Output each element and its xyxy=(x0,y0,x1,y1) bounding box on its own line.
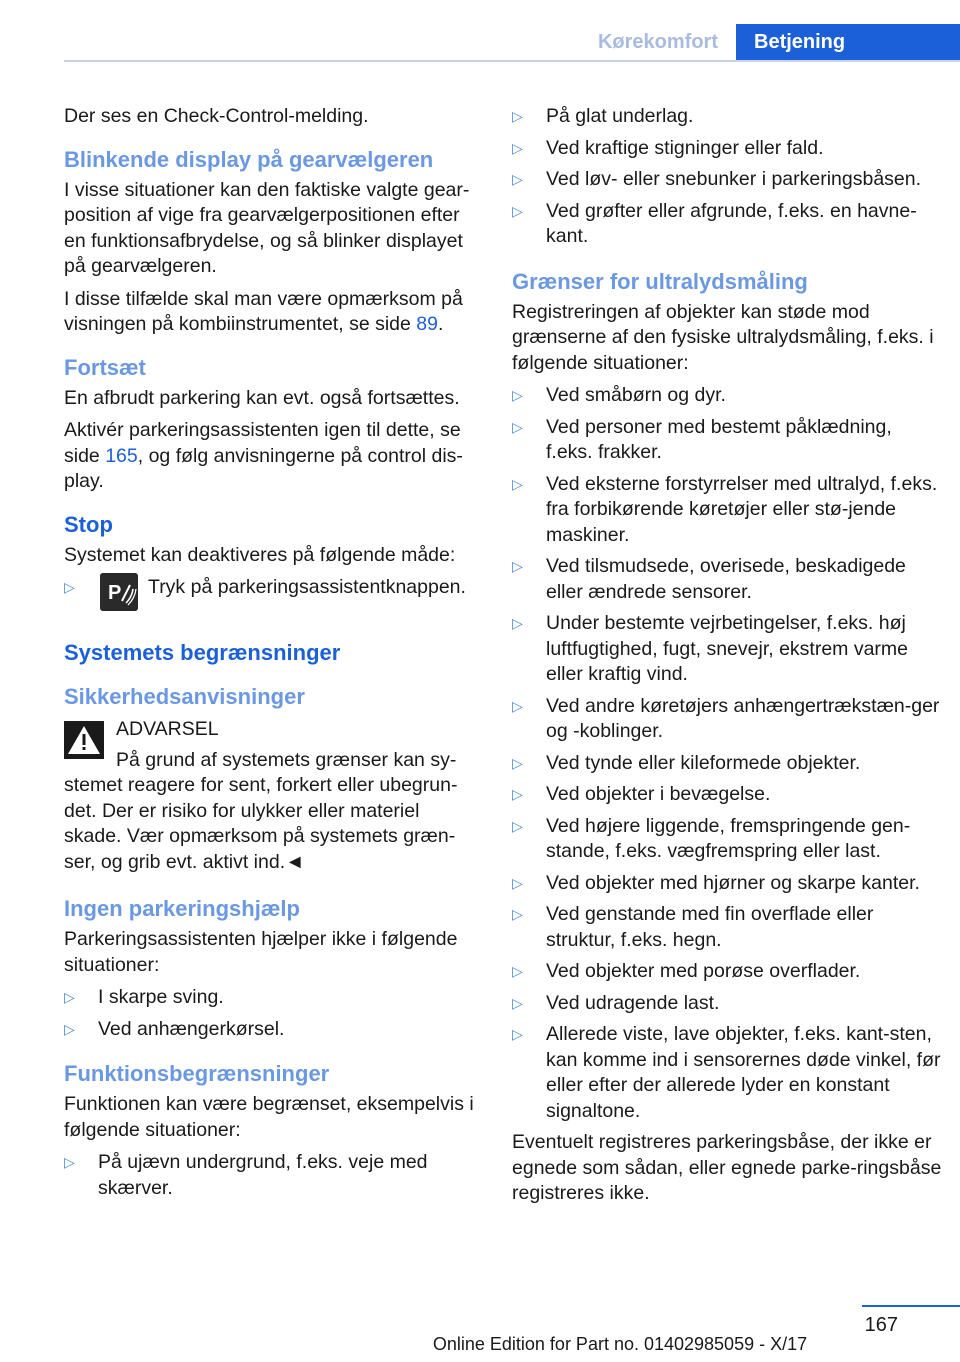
warning-block xyxy=(64,717,476,743)
page-number: 167 xyxy=(864,1314,898,1336)
blink-text-b: . xyxy=(437,313,444,335)
warning-triangle-icon xyxy=(64,721,104,759)
svg-text:P: P xyxy=(108,582,122,604)
bullet-icon: ▷ xyxy=(512,615,523,631)
blink-paragraph-1: I visse situationer kan den faktiske valgte gear-position af vige fra gearvælgerpositionen efter en funktionsafbrydelse, og så blinker displayet på gearvælgeren. xyxy=(64,178,470,277)
park-assist-button-icon xyxy=(100,573,138,611)
intro-text: Der ses en Check-Control-melding. xyxy=(64,105,369,127)
list-item-text: Ved højere liggende, fremspringende gen-stande, f.eks. vægfremspring eller last. xyxy=(546,814,911,862)
list-item xyxy=(512,415,942,466)
list-item xyxy=(512,472,942,549)
list-item xyxy=(64,1017,476,1043)
list-item xyxy=(64,985,476,1011)
stop-paragraph: Systemet kan deaktiveres på følgende måde: xyxy=(64,543,456,566)
blink-paragraph-2 xyxy=(64,287,476,338)
bullet-icon: ▷ xyxy=(64,1154,75,1170)
list-item-text: Ved grøfter eller afgrunde, f.eks. en havne-kant. xyxy=(546,199,917,247)
list-item xyxy=(512,167,942,193)
list-item-text: På glat underlag. xyxy=(546,105,694,127)
heading-blinkende-display: Blinkende display på gearvælgeren xyxy=(64,146,434,172)
heading-sikkerhedsanvisninger: Sikkerhedsanvisninger xyxy=(64,684,305,709)
list-item xyxy=(512,383,942,409)
page-link-165[interactable]: 165 xyxy=(105,444,138,467)
list-item-text: I skarpe sving. xyxy=(98,986,224,1008)
graenser-paragraph: Registreringen af objekter kan støde mod grænserne af den fysiske ultralydsmåling, f.eks. i følgende situationer: xyxy=(512,300,934,374)
list-item-text: Ved objekter med hjørner og skarpe kanter. xyxy=(546,871,920,894)
list-item-text: Ved objekter med porøse overflader. xyxy=(546,960,861,982)
list-item xyxy=(512,814,942,865)
bullet-icon: ▷ xyxy=(512,697,523,714)
bullet-icon: ▷ xyxy=(512,387,523,403)
left-column xyxy=(64,104,476,1207)
list-item xyxy=(512,554,942,605)
bullet-icon: ▷ xyxy=(512,108,523,124)
list-item xyxy=(512,199,942,250)
bullet-icon: ▷ xyxy=(512,171,523,187)
bullet-icon: ▷ xyxy=(512,994,523,1011)
bullet-icon: ▷ xyxy=(512,1026,523,1042)
list-item-text: Ved objekter i bevægelse. xyxy=(546,783,771,805)
bullet-icon: ▷ xyxy=(512,418,523,435)
list-item xyxy=(512,959,942,985)
page-number-rule xyxy=(862,1305,960,1307)
heading-funktionsbegraensninger: Funktionsbegrænsninger xyxy=(64,1061,330,1086)
header-tab-korekomfort[interactable]: Kørekomfort xyxy=(597,31,718,53)
list-item xyxy=(512,136,942,162)
fortsaet-text-a: Aktivér parkeringsassistenten igen til dette, se side xyxy=(64,419,461,467)
stop-list-item xyxy=(64,575,476,617)
heading-stop: Stop xyxy=(64,511,113,537)
blink-text-a: I disse tilfælde skal man være opmærksom på visningen på kombiinstrumentet, se side xyxy=(64,287,463,335)
header-tab-betjening[interactable]: Betjening xyxy=(736,24,960,60)
warning-text: På grund af systemets grænser kan sy-stemet reagere for sent, forkert eller ubegrun-det. Der er risiko for ulykker eller materiel skade. Vær opmærksom på systemets græn-ser, og grib evt. aktivt ind.◄ xyxy=(64,748,458,873)
list-item-text: På ujævn undergrund, f.eks. veje med skærver. xyxy=(98,1151,428,1199)
list-item-text: Ved småbørn og dyr. xyxy=(546,384,726,406)
footer-edition: Online Edition for Part no. 01402985059 - X/17 xyxy=(432,1334,808,1354)
list-item-text: Ved andre køretøjers anhængertrækstæn-ger og -koblinger. xyxy=(546,694,940,742)
bullet-icon: ▷ xyxy=(512,202,523,219)
conditions-list-1 xyxy=(512,104,942,250)
list-item-text: Ved kraftige stigninger eller fald. xyxy=(546,136,824,159)
list-item xyxy=(512,902,942,953)
bullet-icon: ▷ xyxy=(512,817,523,834)
list-item xyxy=(512,104,942,130)
ingen-list xyxy=(64,985,476,1042)
right-column xyxy=(512,104,942,1214)
bullet-icon: ▷ xyxy=(512,874,523,891)
bullet-icon: ▷ xyxy=(64,1020,75,1037)
header-rule xyxy=(64,60,960,62)
bullet-icon: ▷ xyxy=(512,475,523,492)
bullet-icon: ▷ xyxy=(512,754,523,771)
bullet-icon: ▷ xyxy=(512,558,523,574)
list-item-text: Ved løv- eller snebunker i parkeringsbåsen. xyxy=(546,168,922,190)
funk-paragraph: Funktionen kan være begrænset, eksempelvis i følgende situationer: xyxy=(64,1093,474,1141)
list-item-text: Ved eksterne forstyrrelser med ultralyd, f.eks. fra forbikørende køretøjer eller stø-jende maskiner. xyxy=(546,472,938,546)
list-item xyxy=(64,1150,476,1201)
conditions-list-2 xyxy=(512,383,942,1124)
list-item-text: Under bestemte vejrbetingelser, f.eks. høj luftfugtighed, fugt, snevejr, ekstrem varme eller kraftig vind. xyxy=(546,612,909,685)
heading-fortsaet: Fortsæt xyxy=(64,354,146,380)
list-item-text: Ved tilsmudsede, overisede, beskadigede eller ændrede sensorer. xyxy=(546,555,906,603)
ingen-paragraph: Parkeringsassistenten hjælper ikke i følgende situationer: xyxy=(64,928,458,976)
fortsaet-paragraph-1: En afbrudt parkering kan evt. også fortsættes. xyxy=(64,386,460,409)
page-link-89[interactable]: 89 xyxy=(416,313,438,335)
list-item-text: Allerede viste, lave objekter, f.eks. kant-sten, kan komme ind i sensorernes døde vinkel, før eller efter der allerede lyder en konstant signaltone. xyxy=(546,1023,941,1122)
warning-title: ADVARSEL xyxy=(116,718,219,740)
list-item xyxy=(512,782,942,808)
list-item-text: Ved genstande med fin overflade eller struktur, f.eks. hegn. xyxy=(546,903,874,951)
stop-item-text: Tryk på parkeringsassistentknappen. xyxy=(148,576,466,598)
fortsaet-paragraph-2 xyxy=(64,418,476,495)
list-item xyxy=(512,991,942,1017)
final-paragraph: Eventuelt registreres parkeringsbåse, der ikke er egnede som sådan, eller egnede parke-ringsbåse registreres ikke. xyxy=(512,1131,942,1204)
list-item-text: Ved personer med bestemt påklædning, f.eks. frakker. xyxy=(546,415,892,463)
bullet-icon: ▷ xyxy=(64,579,75,595)
list-item-text: Ved udragende last. xyxy=(546,991,720,1014)
heading-graenser-ultralyd: Grænser for ultralydsmåling xyxy=(512,268,808,294)
list-item xyxy=(512,694,942,745)
funk-list xyxy=(64,1150,476,1201)
heading-systemets-begraensninger: Systemets begrænsninger xyxy=(64,640,341,665)
list-item xyxy=(512,751,942,777)
bullet-icon: ▷ xyxy=(512,906,523,922)
list-item xyxy=(512,871,942,897)
list-item-text: Ved tynde eller kileformede objekter. xyxy=(546,751,861,774)
bullet-icon: ▷ xyxy=(512,786,523,802)
list-item xyxy=(512,1022,942,1124)
list-item xyxy=(512,611,942,688)
fortsaet-text-b: , og følg anvisningerne på control dis-play. xyxy=(64,444,463,492)
bullet-icon: ▷ xyxy=(512,139,523,156)
list-item-text: Ved anhængerkørsel. xyxy=(98,1017,285,1040)
bullet-icon: ▷ xyxy=(64,989,75,1005)
heading-ingen-parkeringshjaelp: Ingen parkeringshjælp xyxy=(64,896,300,921)
bullet-icon: ▷ xyxy=(512,963,523,979)
